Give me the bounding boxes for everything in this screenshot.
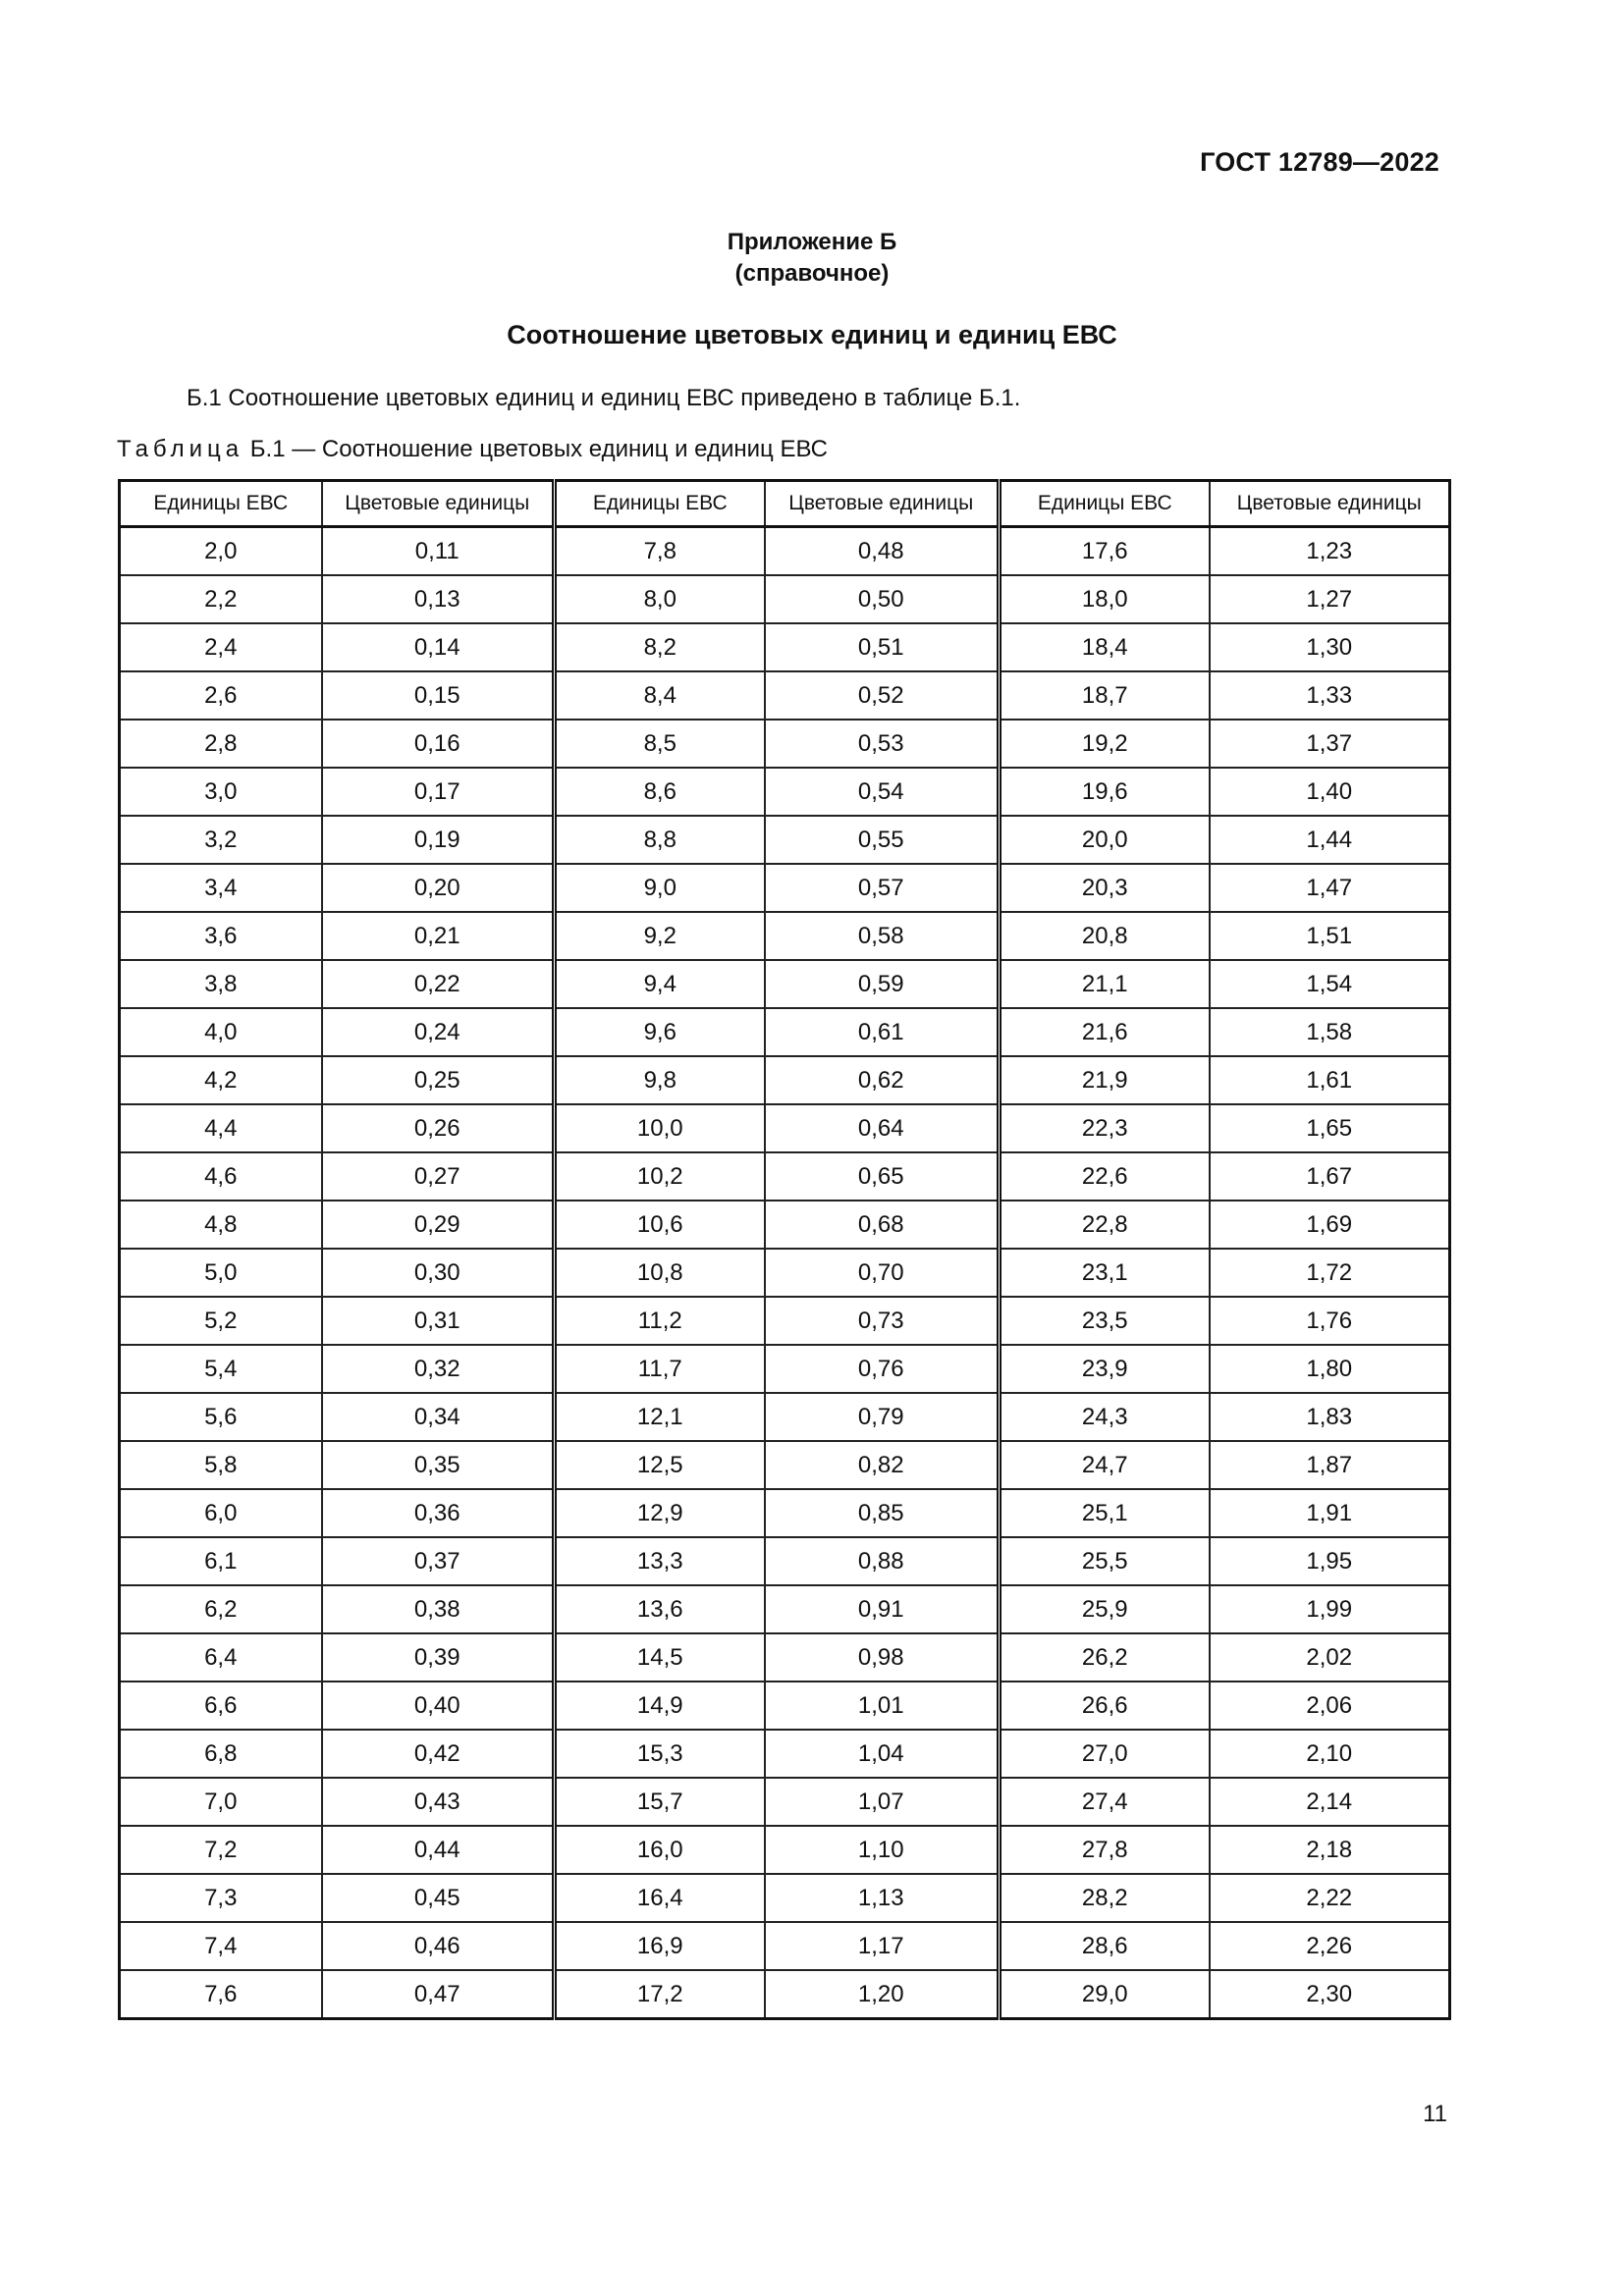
table-cell: 8,8 bbox=[555, 816, 765, 864]
table-row bbox=[120, 1826, 1450, 1874]
table-cell: 28,2 bbox=[1000, 1874, 1210, 1922]
table-cell: 1,76 bbox=[1210, 1297, 1450, 1345]
table-cell: 1,10 bbox=[765, 1826, 1000, 1874]
table-cell: 5,0 bbox=[120, 1249, 322, 1297]
table-cell: 1,58 bbox=[1210, 1008, 1450, 1056]
table-cell: 0,38 bbox=[322, 1585, 555, 1633]
table-cell: 2,06 bbox=[1210, 1682, 1450, 1730]
table-cell: 0,25 bbox=[322, 1056, 555, 1104]
table-cell: 0,39 bbox=[322, 1633, 555, 1682]
table-cell: 13,3 bbox=[555, 1537, 765, 1585]
table-cell: 1,07 bbox=[765, 1778, 1000, 1826]
table-header-row bbox=[120, 481, 1450, 527]
table-cell: 1,72 bbox=[1210, 1249, 1450, 1297]
table-cell: 15,7 bbox=[555, 1778, 765, 1826]
table-row bbox=[120, 1537, 1450, 1585]
table-header-cell: Цветовые единицы bbox=[1210, 481, 1450, 527]
table-cell: 7,3 bbox=[120, 1874, 322, 1922]
table-cell: 18,7 bbox=[1000, 671, 1210, 720]
table-cell: 3,0 bbox=[120, 768, 322, 816]
table-cell: 1,65 bbox=[1210, 1104, 1450, 1152]
table-cell: 0,59 bbox=[765, 960, 1000, 1008]
table-cell: 17,2 bbox=[555, 1970, 765, 2019]
annex-title: Соотношение цветовых единиц и единиц ЕВС bbox=[507, 320, 1117, 349]
table-cell: 0,58 bbox=[765, 912, 1000, 960]
table-cell: 1,44 bbox=[1210, 816, 1450, 864]
table-cell: 0,27 bbox=[322, 1152, 555, 1201]
table-cell: 11,7 bbox=[555, 1345, 765, 1393]
table-cell: 5,8 bbox=[120, 1441, 322, 1489]
table-cell: 7,4 bbox=[120, 1922, 322, 1970]
table-cell: 12,1 bbox=[555, 1393, 765, 1441]
table-cell: 9,8 bbox=[555, 1056, 765, 1104]
table-cell: 0,29 bbox=[322, 1201, 555, 1249]
table-cell: 6,2 bbox=[120, 1585, 322, 1633]
table-cell: 1,20 bbox=[765, 1970, 1000, 2019]
table-cell: 1,80 bbox=[1210, 1345, 1450, 1393]
table-cell: 17,6 bbox=[1000, 527, 1210, 576]
table-row bbox=[120, 1249, 1450, 1297]
table-cell: 9,6 bbox=[555, 1008, 765, 1056]
table-cell: 1,13 bbox=[765, 1874, 1000, 1922]
table-cell: 25,5 bbox=[1000, 1537, 1210, 1585]
table-cell: 0,42 bbox=[322, 1730, 555, 1778]
table-cell: 15,3 bbox=[555, 1730, 765, 1778]
table-row bbox=[120, 1489, 1450, 1537]
table-cell: 8,2 bbox=[555, 623, 765, 671]
table-cell: 6,6 bbox=[120, 1682, 322, 1730]
table-row bbox=[120, 575, 1450, 623]
table-cell: 1,30 bbox=[1210, 623, 1450, 671]
table-cell: 20,3 bbox=[1000, 864, 1210, 912]
table-cell: 25,9 bbox=[1000, 1585, 1210, 1633]
table-cell: 13,6 bbox=[555, 1585, 765, 1633]
table-row bbox=[120, 768, 1450, 816]
table-cell: 1,17 bbox=[765, 1922, 1000, 1970]
table-cell: 0,73 bbox=[765, 1297, 1000, 1345]
table-cell: 0,85 bbox=[765, 1489, 1000, 1537]
table-cell: 1,99 bbox=[1210, 1585, 1450, 1633]
table-cell: 27,0 bbox=[1000, 1730, 1210, 1778]
table-row bbox=[120, 1056, 1450, 1104]
table-row bbox=[120, 1682, 1450, 1730]
table-cell: 24,3 bbox=[1000, 1393, 1210, 1441]
table-cell: 26,2 bbox=[1000, 1633, 1210, 1682]
table-cell: 7,2 bbox=[120, 1826, 322, 1874]
table-cell: 21,1 bbox=[1000, 960, 1210, 1008]
table-cell: 0,24 bbox=[322, 1008, 555, 1056]
table-cell: 23,1 bbox=[1000, 1249, 1210, 1297]
table-cell: 1,33 bbox=[1210, 671, 1450, 720]
table-cell: 1,83 bbox=[1210, 1393, 1450, 1441]
table-cell: 4,8 bbox=[120, 1201, 322, 1249]
table-cell: 0,91 bbox=[765, 1585, 1000, 1633]
table-cell: 3,2 bbox=[120, 816, 322, 864]
table-header-cell: Цветовые единицы bbox=[765, 481, 1000, 527]
table-cell: 1,67 bbox=[1210, 1152, 1450, 1201]
table-cell: 8,6 bbox=[555, 768, 765, 816]
table-cell: 25,1 bbox=[1000, 1489, 1210, 1537]
table-cell: 16,9 bbox=[555, 1922, 765, 1970]
table-cell: 2,30 bbox=[1210, 1970, 1450, 2019]
intro-paragraph: Б.1 Соотношение цветовых единиц и единиц ЕВС приведено в таблице Б.1. bbox=[187, 385, 1021, 411]
table-cell: 12,9 bbox=[555, 1489, 765, 1537]
table-cell: 0,53 bbox=[765, 720, 1000, 768]
table-row bbox=[120, 960, 1450, 1008]
page-number: 11 bbox=[1423, 2101, 1447, 2127]
table-cell: 19,6 bbox=[1000, 768, 1210, 816]
table-cell: 27,8 bbox=[1000, 1826, 1210, 1874]
table-cell: 4,4 bbox=[120, 1104, 322, 1152]
table-cell: 0,61 bbox=[765, 1008, 1000, 1056]
table-cell: 0,52 bbox=[765, 671, 1000, 720]
table-cell: 3,8 bbox=[120, 960, 322, 1008]
table-cell: 18,4 bbox=[1000, 623, 1210, 671]
table-cell: 6,4 bbox=[120, 1633, 322, 1682]
table-cell: 0,37 bbox=[322, 1537, 555, 1585]
table-cell: 1,54 bbox=[1210, 960, 1450, 1008]
table-cell: 2,18 bbox=[1210, 1826, 1450, 1874]
table-row bbox=[120, 1922, 1450, 1970]
table-cell: 7,0 bbox=[120, 1778, 322, 1826]
table-cell: 14,9 bbox=[555, 1682, 765, 1730]
table-cell: 2,14 bbox=[1210, 1778, 1450, 1826]
table-cell: 0,48 bbox=[765, 527, 1000, 576]
table-cell: 16,4 bbox=[555, 1874, 765, 1922]
table-cell: 1,69 bbox=[1210, 1201, 1450, 1249]
table-cell: 1,40 bbox=[1210, 768, 1450, 816]
table-cell: 0,40 bbox=[322, 1682, 555, 1730]
table-cell: 0,17 bbox=[322, 768, 555, 816]
table-cell: 27,4 bbox=[1000, 1778, 1210, 1826]
annex-heading bbox=[0, 227, 1624, 290]
table-cell: 10,2 bbox=[555, 1152, 765, 1201]
table-cell: 0,64 bbox=[765, 1104, 1000, 1152]
conversion-table bbox=[118, 479, 1451, 2020]
table-cell: 1,95 bbox=[1210, 1537, 1450, 1585]
table-cell: 0,16 bbox=[322, 720, 555, 768]
table-cell: 0,45 bbox=[322, 1874, 555, 1922]
table-cell: 0,14 bbox=[322, 623, 555, 671]
table-cell: 3,4 bbox=[120, 864, 322, 912]
table-cell: 2,4 bbox=[120, 623, 322, 671]
table-cell: 1,87 bbox=[1210, 1441, 1450, 1489]
table-cell: 10,8 bbox=[555, 1249, 765, 1297]
table-caption-word: Таблица bbox=[117, 436, 244, 462]
table-cell: 26,6 bbox=[1000, 1682, 1210, 1730]
table-cell: 0,62 bbox=[765, 1056, 1000, 1104]
table-row bbox=[120, 1874, 1450, 1922]
table-cell: 1,01 bbox=[765, 1682, 1000, 1730]
table-cell: 0,32 bbox=[322, 1345, 555, 1393]
table-row bbox=[120, 1152, 1450, 1201]
table-cell: 6,8 bbox=[120, 1730, 322, 1778]
table-cell: 9,4 bbox=[555, 960, 765, 1008]
table-cell: 4,6 bbox=[120, 1152, 322, 1201]
table-row bbox=[120, 623, 1450, 671]
table-cell: 0,22 bbox=[322, 960, 555, 1008]
table-cell: 8,4 bbox=[555, 671, 765, 720]
table-cell: 1,91 bbox=[1210, 1489, 1450, 1537]
table-row bbox=[120, 912, 1450, 960]
table-cell: 2,6 bbox=[120, 671, 322, 720]
table-cell: 23,5 bbox=[1000, 1297, 1210, 1345]
table-cell: 5,6 bbox=[120, 1393, 322, 1441]
table-header-cell: Цветовые единицы bbox=[322, 481, 555, 527]
table-cell: 1,37 bbox=[1210, 720, 1450, 768]
table-cell: 0,20 bbox=[322, 864, 555, 912]
table-row bbox=[120, 1970, 1450, 2019]
table-cell: 8,0 bbox=[555, 575, 765, 623]
table-cell: 2,26 bbox=[1210, 1922, 1450, 1970]
table-cell: 6,1 bbox=[120, 1537, 322, 1585]
document-code: ГОСТ 12789—2022 bbox=[1200, 147, 1439, 177]
table-row bbox=[120, 1297, 1450, 1345]
table-cell: 23,9 bbox=[1000, 1345, 1210, 1393]
table-cell: 3,6 bbox=[120, 912, 322, 960]
table-header-cell: Единицы ЕВС bbox=[120, 481, 322, 527]
table-cell: 9,0 bbox=[555, 864, 765, 912]
table-cell: 0,82 bbox=[765, 1441, 1000, 1489]
table-row bbox=[120, 1201, 1450, 1249]
table-cell: 0,55 bbox=[765, 816, 1000, 864]
table-cell: 1,04 bbox=[765, 1730, 1000, 1778]
table-row bbox=[120, 720, 1450, 768]
table-cell: 0,26 bbox=[322, 1104, 555, 1152]
table-cell: 2,02 bbox=[1210, 1633, 1450, 1682]
table-cell: 0,79 bbox=[765, 1393, 1000, 1441]
table-cell: 5,2 bbox=[120, 1297, 322, 1345]
table-cell: 9,2 bbox=[555, 912, 765, 960]
table-cell: 2,0 bbox=[120, 527, 322, 576]
table-cell: 1,27 bbox=[1210, 575, 1450, 623]
table-cell: 7,8 bbox=[555, 527, 765, 576]
table-cell: 0,21 bbox=[322, 912, 555, 960]
table-cell: 29,0 bbox=[1000, 1970, 1210, 2019]
table-cell: 19,2 bbox=[1000, 720, 1210, 768]
table-row bbox=[120, 816, 1450, 864]
table-cell: 24,7 bbox=[1000, 1441, 1210, 1489]
table-cell: 0,65 bbox=[765, 1152, 1000, 1201]
table-header-cell: Единицы ЕВС bbox=[1000, 481, 1210, 527]
table-cell: 0,51 bbox=[765, 623, 1000, 671]
table-cell: 6,0 bbox=[120, 1489, 322, 1537]
table-cell: 22,6 bbox=[1000, 1152, 1210, 1201]
table-cell: 16,0 bbox=[555, 1826, 765, 1874]
table-cell: 28,6 bbox=[1000, 1922, 1210, 1970]
table-cell: 21,6 bbox=[1000, 1008, 1210, 1056]
table-cell: 21,9 bbox=[1000, 1056, 1210, 1104]
table-cell: 0,36 bbox=[322, 1489, 555, 1537]
table-cell: 0,43 bbox=[322, 1778, 555, 1826]
table-row bbox=[120, 1633, 1450, 1682]
table-row bbox=[120, 1778, 1450, 1826]
table-row bbox=[120, 1104, 1450, 1152]
table-cell: 11,2 bbox=[555, 1297, 765, 1345]
table-cell: 0,50 bbox=[765, 575, 1000, 623]
table-caption bbox=[117, 436, 828, 463]
table-row bbox=[120, 1441, 1450, 1489]
table-row bbox=[120, 1008, 1450, 1056]
table-cell: 2,22 bbox=[1210, 1874, 1450, 1922]
table-row bbox=[120, 864, 1450, 912]
table-caption-text: Б.1 — Соотношение цветовых единиц и единиц ЕВС bbox=[249, 436, 829, 462]
table-cell: 7,6 bbox=[120, 1970, 322, 2019]
table-cell: 0,34 bbox=[322, 1393, 555, 1441]
table-row bbox=[120, 671, 1450, 720]
table-cell: 0,47 bbox=[322, 1970, 555, 2019]
table-cell: 10,0 bbox=[555, 1104, 765, 1152]
table-cell: 0,30 bbox=[322, 1249, 555, 1297]
table-cell: 2,2 bbox=[120, 575, 322, 623]
table-body bbox=[120, 527, 1450, 2019]
table-cell: 0,13 bbox=[322, 575, 555, 623]
table-cell: 2,10 bbox=[1210, 1730, 1450, 1778]
table-cell: 0,19 bbox=[322, 816, 555, 864]
table-cell: 1,23 bbox=[1210, 527, 1450, 576]
table-cell: 20,8 bbox=[1000, 912, 1210, 960]
table-cell: 1,61 bbox=[1210, 1056, 1450, 1104]
table-cell: 22,8 bbox=[1000, 1201, 1210, 1249]
table-cell: 14,5 bbox=[555, 1633, 765, 1682]
annex-kind: (справочное) bbox=[734, 260, 890, 287]
annex-label: Приложение Б bbox=[727, 229, 897, 255]
table-cell: 0,15 bbox=[322, 671, 555, 720]
table-row bbox=[120, 1585, 1450, 1633]
table-cell: 10,6 bbox=[555, 1201, 765, 1249]
table-cell: 0,98 bbox=[765, 1633, 1000, 1682]
table-cell: 0,35 bbox=[322, 1441, 555, 1489]
table-cell: 0,57 bbox=[765, 864, 1000, 912]
table-cell: 4,0 bbox=[120, 1008, 322, 1056]
table-cell: 22,3 bbox=[1000, 1104, 1210, 1152]
table-cell: 0,31 bbox=[322, 1297, 555, 1345]
table-cell: 0,88 bbox=[765, 1537, 1000, 1585]
table-cell: 12,5 bbox=[555, 1441, 765, 1489]
table-cell: 0,70 bbox=[765, 1249, 1000, 1297]
table-row bbox=[120, 1730, 1450, 1778]
table-cell: 4,2 bbox=[120, 1056, 322, 1104]
table-cell: 8,5 bbox=[555, 720, 765, 768]
table-cell: 0,44 bbox=[322, 1826, 555, 1874]
table-cell: 2,8 bbox=[120, 720, 322, 768]
table-cell: 5,4 bbox=[120, 1345, 322, 1393]
table-cell: 18,0 bbox=[1000, 575, 1210, 623]
table-row bbox=[120, 527, 1450, 576]
table-header-cell: Единицы ЕВС bbox=[555, 481, 765, 527]
table-row bbox=[120, 1393, 1450, 1441]
table-cell: 1,47 bbox=[1210, 864, 1450, 912]
table-cell: 0,54 bbox=[765, 768, 1000, 816]
table-cell: 0,11 bbox=[322, 527, 555, 576]
table-cell: 0,46 bbox=[322, 1922, 555, 1970]
table-cell: 0,68 bbox=[765, 1201, 1000, 1249]
table-cell: 1,51 bbox=[1210, 912, 1450, 960]
table-cell: 20,0 bbox=[1000, 816, 1210, 864]
table-row bbox=[120, 1345, 1450, 1393]
table-cell: 0,76 bbox=[765, 1345, 1000, 1393]
